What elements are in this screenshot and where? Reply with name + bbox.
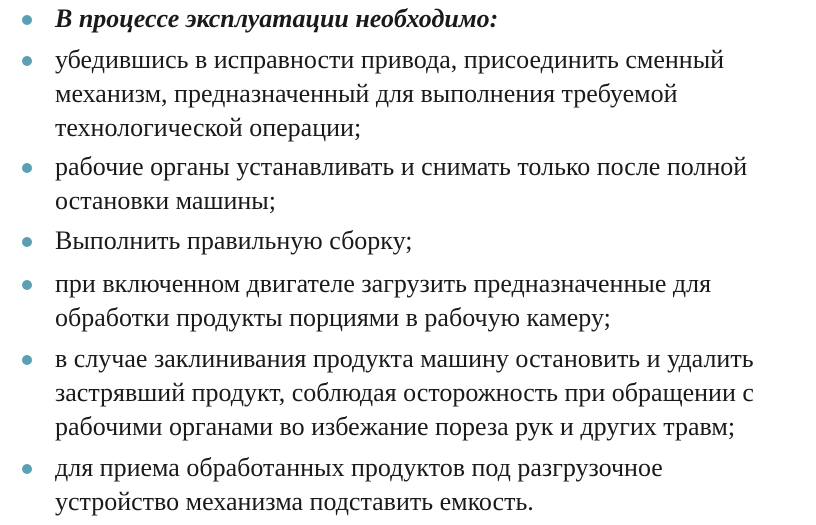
list-item-text — [55, 43, 815, 145]
text-line: при включенном двигателе загрузить предназначенные для — [55, 269, 712, 298]
bullet-icon — [22, 15, 32, 25]
text-line: технологической операции; — [55, 113, 362, 142]
bullet-icon — [22, 237, 32, 247]
list-item-text — [55, 2, 815, 36]
text-line: Выполнить правильную сборку; — [55, 226, 413, 255]
text-line: убедившись в исправности привода, присоединить сменный — [55, 45, 725, 74]
bullet-icon — [22, 56, 32, 66]
list-item-text — [55, 267, 815, 335]
text-line: обработки продукты порциями в рабочую камеру; — [55, 303, 611, 332]
list-item-text — [55, 150, 815, 218]
list-item-text — [55, 451, 815, 519]
text-line: в случае заклинивания продукта машину остановить и удалить — [55, 344, 754, 373]
bullet-icon — [22, 163, 32, 173]
bullet-icon — [22, 355, 32, 365]
text-line: остановки машины; — [55, 186, 276, 215]
bullet-icon — [22, 464, 32, 474]
text-line: рабочие органы устанавливать и снимать только после полной — [55, 152, 748, 181]
list-item-text — [55, 224, 815, 258]
text-line: В процессе эксплуатации необходимо: — [55, 4, 499, 33]
text-line: механизм, предназначенный для выполнения требуемой — [55, 79, 678, 108]
list-item-text — [55, 342, 815, 444]
bullet-icon — [22, 280, 32, 290]
text-line: устройство механизма подставить емкость. — [55, 487, 534, 516]
text-line: рабочими органами во избежание пореза рук и других травм; — [55, 412, 736, 441]
text-line: застрявший продукт, соблюдая осторожность при обращении с — [55, 378, 754, 407]
text-line: для приема обработанных продуктов под разгрузочное — [55, 453, 663, 482]
